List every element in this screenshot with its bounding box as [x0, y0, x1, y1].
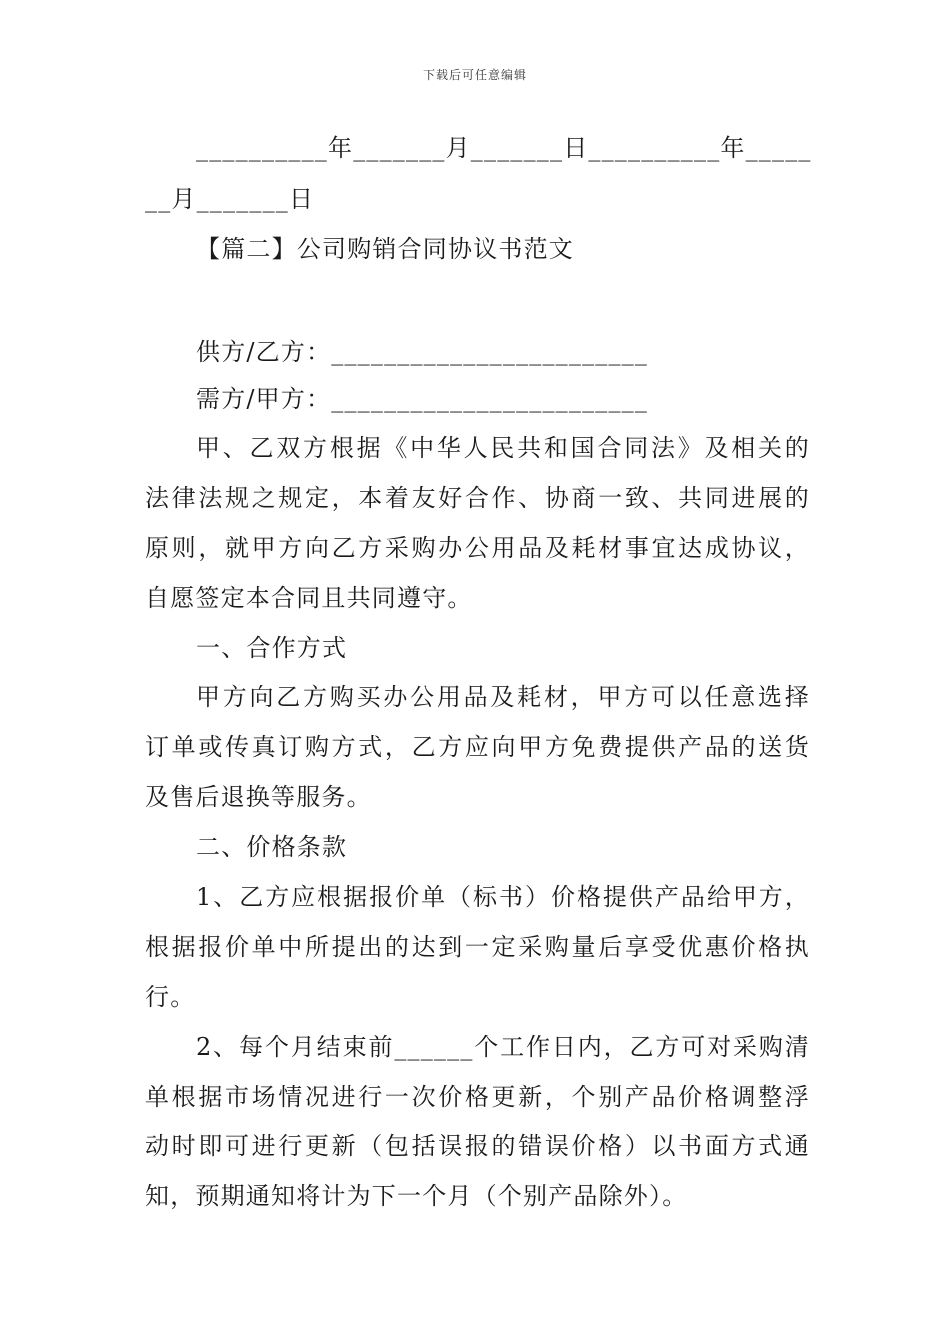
date-line-1: __________年_______月_______日__________年_____: [196, 134, 812, 162]
paragraph-line: 原则，就甲方向乙方采购办公用品及耗材事宜达成协议，: [145, 534, 810, 562]
paragraph-line: 自愿签定本合同且共同遵守。: [145, 584, 473, 612]
paragraph-line: 行。: [145, 983, 196, 1011]
buyer-line: 需方/甲方：________________________: [196, 385, 649, 413]
section-title: 【篇二】公司购销合同协议书范文: [196, 235, 574, 263]
paragraph-line: 知，预期通知将计为下一个月（个别产品除外）。: [145, 1182, 688, 1210]
clause-heading-2: 二、价格条款: [196, 833, 348, 861]
supplier-line: 供方/乙方：________________________: [196, 338, 649, 366]
clause-heading-1: 一、合作方式: [196, 634, 348, 662]
paragraph-line: 及售后退换等服务。: [145, 783, 372, 811]
paragraph-line: 单根据市场情况进行一次价格更新，个别产品价格调整浮: [145, 1083, 810, 1111]
paragraph-line: 根据报价单中所提出的达到一定采购量后享受优惠价格执: [145, 933, 810, 961]
paragraph-line: 甲方向乙方购买办公用品及耗材，甲方可以任意选择: [196, 683, 810, 711]
paragraph-line: 动时即可进行更新（包括误报的错误价格）以书面方式通: [145, 1132, 810, 1160]
paragraph-line: 1、乙方应根据报价单（标书）价格提供产品给甲方，: [196, 883, 810, 911]
paragraph-line: 订单或传真订购方式，乙方应向甲方免费提供产品的送货: [145, 733, 810, 761]
paragraph-line: 2、每个月结束前______个工作日内，乙方可对采购清: [196, 1033, 810, 1061]
header-note: 下载后可任意编辑: [422, 68, 527, 82]
paragraph-line: 法律法规之规定，本着友好合作、协商一致、共同进展的: [145, 484, 810, 512]
date-line-2: __月_______日: [145, 185, 315, 213]
paragraph-line: 甲、乙双方根据《中华人民共和国合同法》及相关的: [196, 434, 810, 462]
